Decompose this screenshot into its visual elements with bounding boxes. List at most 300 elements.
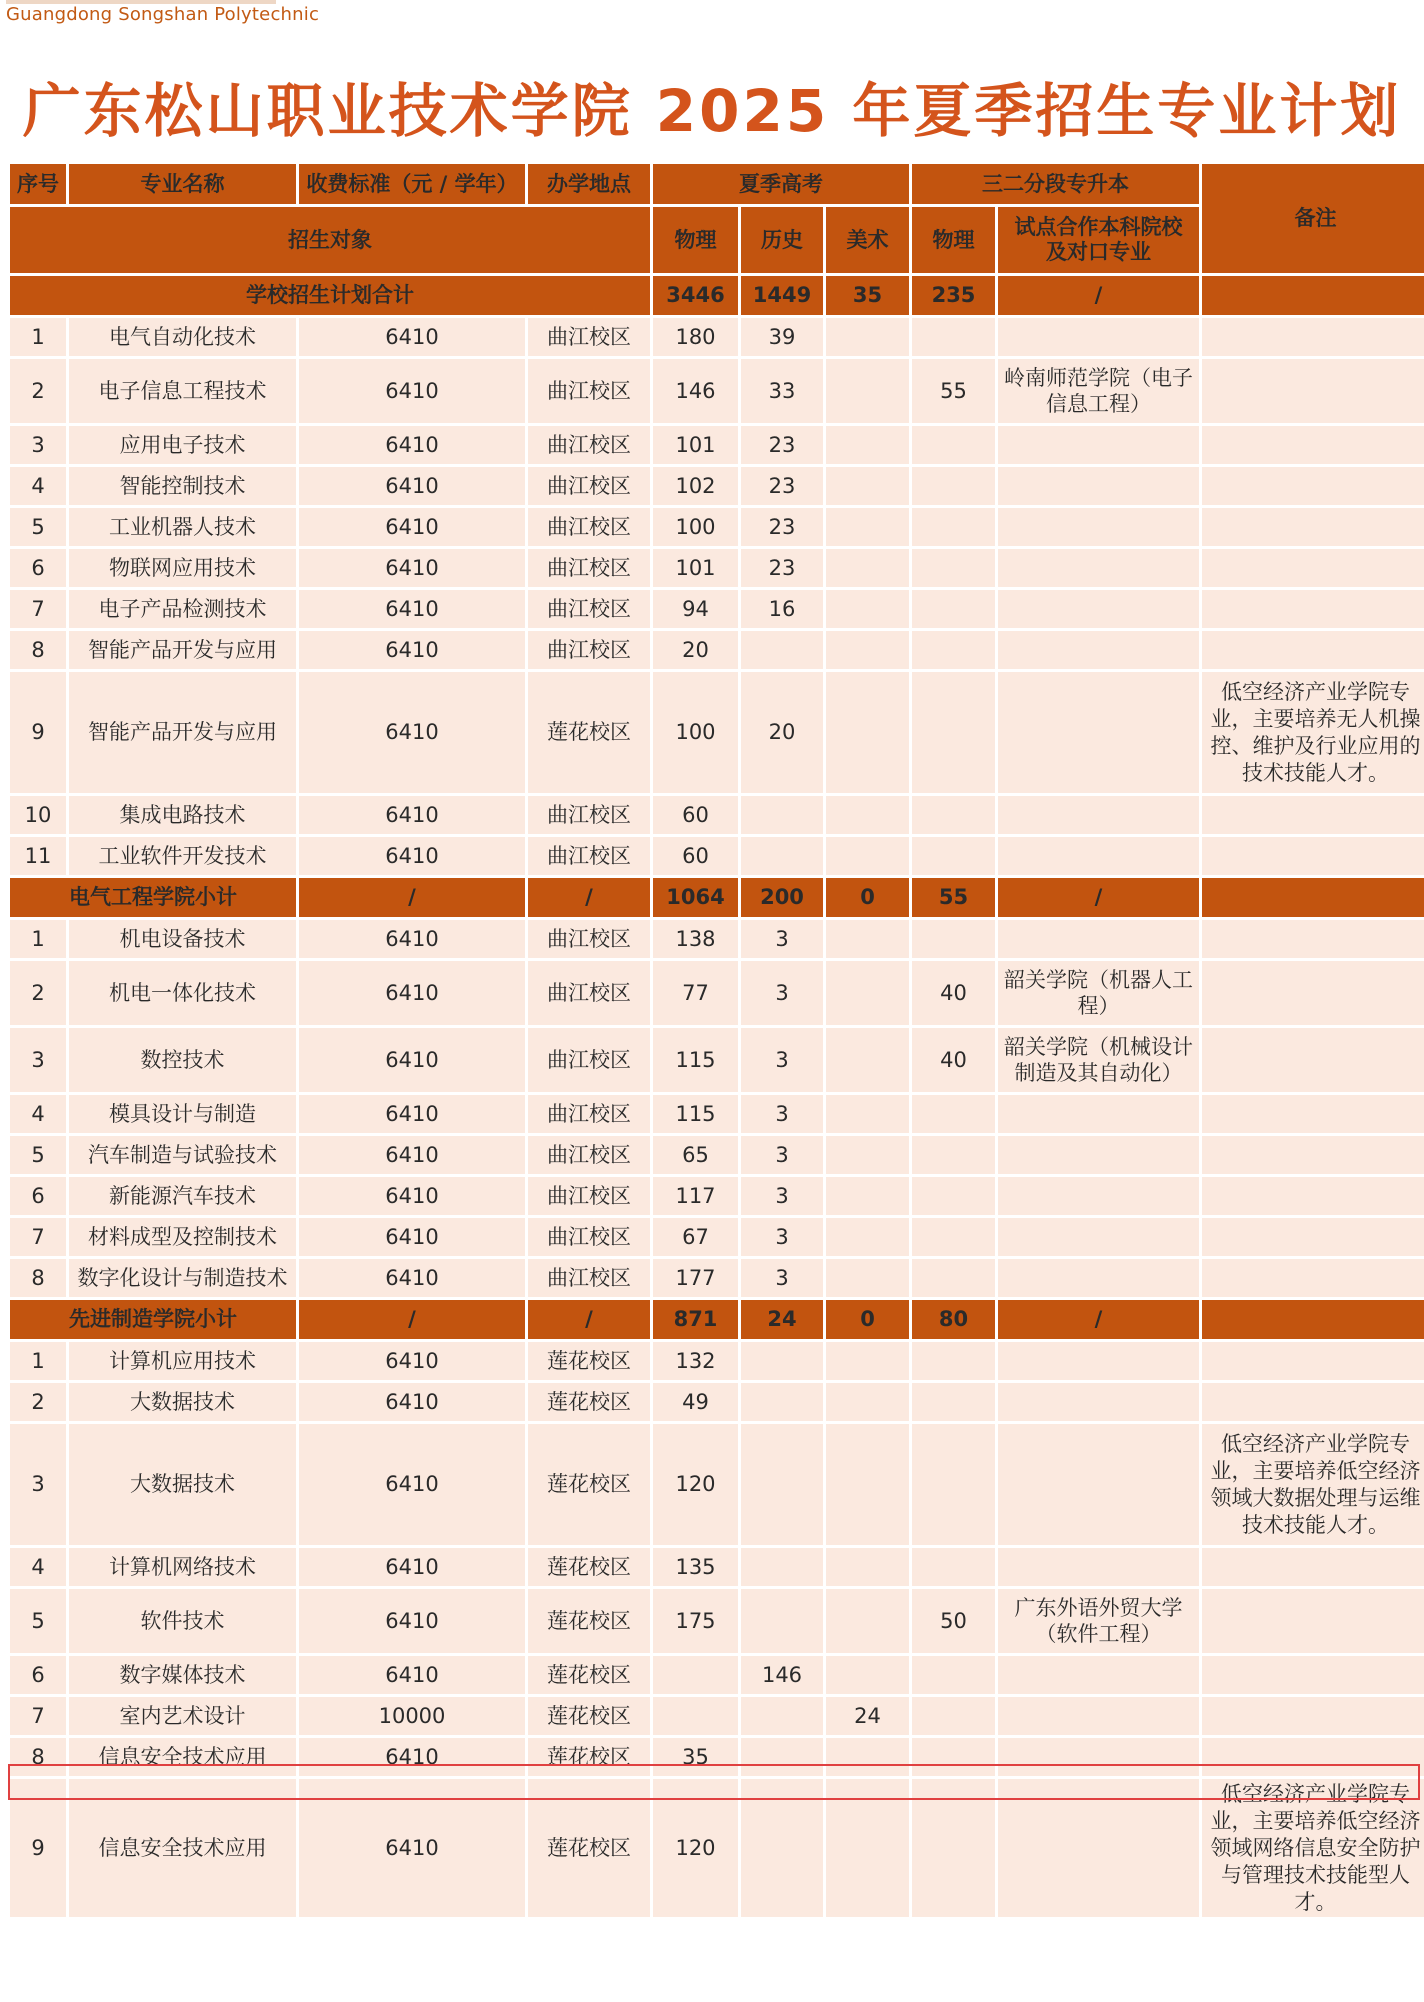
cell-major: 数控技术: [68, 1027, 298, 1094]
col-header-partner: 试点合作本科院校及对口专业: [997, 206, 1201, 275]
cell-campus: 莲花校区: [527, 1778, 652, 1919]
col-header-physics: 物理: [652, 206, 740, 275]
cell-history: 20: [740, 671, 825, 795]
cell-art: [825, 1588, 911, 1655]
cell-fee: 6410: [298, 1655, 527, 1696]
cell-campus: 莲花校区: [527, 1382, 652, 1423]
table-row: [9, 425, 1424, 466]
cell-fee: 6410: [298, 507, 527, 548]
cell-p32: [911, 1423, 997, 1547]
cell-p32: [911, 671, 997, 795]
table-row: [9, 919, 1424, 960]
cell-partner: [997, 919, 1201, 960]
cell-history: [740, 1382, 825, 1423]
subtotal-note: [1201, 1299, 1424, 1341]
cell-physics: 100: [652, 671, 740, 795]
cell-fee: 6410: [298, 425, 527, 466]
cell-major: 汽车制造与试验技术: [68, 1135, 298, 1176]
cell-physics: 175: [652, 1588, 740, 1655]
table-row: [9, 1423, 1424, 1547]
cell-campus: 曲江校区: [527, 1176, 652, 1217]
cell-note: [1201, 466, 1424, 507]
ee-rows: [9, 317, 1424, 877]
cell-campus: 曲江校区: [527, 507, 652, 548]
cell-physics: 180: [652, 317, 740, 358]
cell-physics: 60: [652, 795, 740, 836]
cell-note: [1201, 1258, 1424, 1299]
cell-physics: 49: [652, 1382, 740, 1423]
it-rows: [9, 1341, 1424, 1919]
cell-partner: [997, 1778, 1201, 1919]
cell-art: [825, 671, 911, 795]
table-row: [9, 1655, 1424, 1696]
cell-p32: [911, 1176, 997, 1217]
cell-fee: 6410: [298, 1382, 527, 1423]
cell-partner: [997, 1382, 1201, 1423]
cell-physics: 135: [652, 1547, 740, 1588]
table-row: [9, 1176, 1424, 1217]
cell-fee: 10000: [298, 1696, 527, 1737]
cell-partner: [997, 1737, 1201, 1778]
cell-seq: 7: [9, 589, 68, 630]
total-label: 学校招生计划合计: [9, 275, 652, 317]
cell-physics: 102: [652, 466, 740, 507]
cell-fee: 6410: [298, 1547, 527, 1588]
cell-history: 23: [740, 425, 825, 466]
cell-campus: 曲江校区: [527, 466, 652, 507]
cell-note: 低空经济产业学院专业，主要培养无人机操控、维护及行业应用的技术技能人才。: [1201, 671, 1424, 795]
cell-partner: [997, 1341, 1201, 1382]
cell-p32: [911, 1655, 997, 1696]
cell-major: 物联网应用技术: [68, 548, 298, 589]
cell-fee: 6410: [298, 795, 527, 836]
cell-seq: 2: [9, 1382, 68, 1423]
cell-p32: [911, 1217, 997, 1258]
table-row: [9, 836, 1424, 877]
cell-physics: 138: [652, 919, 740, 960]
cell-art: [825, 836, 911, 877]
cell-fee: 6410: [298, 466, 527, 507]
cell-history: 3: [740, 1217, 825, 1258]
cell-p32: 55: [911, 358, 997, 425]
cell-campus: 曲江校区: [527, 960, 652, 1027]
cell-major: 电子产品检测技术: [68, 589, 298, 630]
subtotal-campus: /: [527, 877, 652, 919]
cell-fee: 6410: [298, 671, 527, 795]
cell-partner: 岭南师范学院（电子信息工程）: [997, 358, 1201, 425]
cell-major: 智能产品开发与应用: [68, 630, 298, 671]
cell-major: 机电设备技术: [68, 919, 298, 960]
cell-fee: 6410: [298, 1737, 527, 1778]
header-row-1: [9, 163, 1424, 206]
cell-history: 16: [740, 589, 825, 630]
cell-note: [1201, 548, 1424, 589]
cell-major: 信息安全技术应用: [68, 1737, 298, 1778]
cell-major: 信息安全技术应用: [68, 1778, 298, 1919]
cell-major: 数字媒体技术: [68, 1655, 298, 1696]
cell-fee: 6410: [298, 960, 527, 1027]
cell-art: [825, 1217, 911, 1258]
cell-art: [825, 1094, 911, 1135]
cell-major: 大数据技术: [68, 1423, 298, 1547]
cell-physics: 94: [652, 589, 740, 630]
cell-art: [825, 589, 911, 630]
cell-partner: [997, 548, 1201, 589]
cell-art: [825, 1258, 911, 1299]
subtotal-history: 24: [740, 1299, 825, 1341]
cell-physics: 67: [652, 1217, 740, 1258]
cell-art: [825, 425, 911, 466]
cell-campus: 曲江校区: [527, 548, 652, 589]
cell-fee: 6410: [298, 317, 527, 358]
cell-p32: [911, 317, 997, 358]
subtotal-art: 0: [825, 1299, 911, 1341]
subtotal-row: [9, 1299, 1424, 1341]
cell-campus: 莲花校区: [527, 1655, 652, 1696]
total-note: [1201, 275, 1424, 317]
table-row: [9, 1737, 1424, 1778]
cell-seq: 8: [9, 1258, 68, 1299]
cell-art: [825, 1135, 911, 1176]
cell-campus: 莲花校区: [527, 1588, 652, 1655]
cell-art: [825, 1027, 911, 1094]
cell-partner: [997, 507, 1201, 548]
cell-seq: 2: [9, 960, 68, 1027]
cell-p32: 40: [911, 1027, 997, 1094]
cell-physics: 115: [652, 1094, 740, 1135]
cell-history: 3: [740, 960, 825, 1027]
cell-campus: 莲花校区: [527, 671, 652, 795]
cell-physics: 77: [652, 960, 740, 1027]
cell-physics: 65: [652, 1135, 740, 1176]
cell-fee: 6410: [298, 1094, 527, 1135]
cell-campus: 曲江校区: [527, 589, 652, 630]
cell-physics: 120: [652, 1778, 740, 1919]
cell-partner: [997, 795, 1201, 836]
cell-p32: 40: [911, 960, 997, 1027]
cell-note: [1201, 425, 1424, 466]
cell-p32: [911, 548, 997, 589]
table-row: [9, 1217, 1424, 1258]
subtotal-32-physics: 55: [911, 877, 997, 919]
cell-partner: [997, 630, 1201, 671]
col-header-seq: 序号: [9, 163, 68, 206]
cell-history: 3: [740, 1094, 825, 1135]
table-row: [9, 1258, 1424, 1299]
cell-note: [1201, 919, 1424, 960]
cell-partner: [997, 1135, 1201, 1176]
cell-art: [825, 1737, 911, 1778]
cell-partner: [997, 1258, 1201, 1299]
cell-campus: 莲花校区: [527, 1696, 652, 1737]
col-header-art: 美术: [825, 206, 911, 275]
cell-fee: 6410: [298, 836, 527, 877]
cell-fee: 6410: [298, 1778, 527, 1919]
cell-p32: [911, 1737, 997, 1778]
cell-art: [825, 1176, 911, 1217]
col-header-fee: 收费标准（元 / 学年）: [298, 163, 527, 206]
cell-seq: 8: [9, 630, 68, 671]
cell-p32: [911, 1094, 997, 1135]
subtotal-history: 200: [740, 877, 825, 919]
cell-seq: 7: [9, 1696, 68, 1737]
cell-partner: [997, 1094, 1201, 1135]
col-header-campus: 办学地点: [527, 163, 652, 206]
cell-physics: 101: [652, 425, 740, 466]
cell-history: 23: [740, 507, 825, 548]
cell-campus: 曲江校区: [527, 317, 652, 358]
cell-partner: [997, 1176, 1201, 1217]
cell-art: [825, 548, 911, 589]
table-row: [9, 1341, 1424, 1382]
enrollment-plan-table: [7, 161, 1424, 1920]
cell-p32: [911, 425, 997, 466]
cell-history: [740, 1737, 825, 1778]
cell-major: 室内艺术设计: [68, 1696, 298, 1737]
cell-partner: 韶关学院（机械设计制造及其自动化）: [997, 1027, 1201, 1094]
cell-partner: [997, 589, 1201, 630]
cell-partner: [997, 1423, 1201, 1547]
subtotal-label: 先进制造学院小计: [9, 1299, 298, 1341]
table-row: [9, 548, 1424, 589]
cell-art: [825, 1423, 911, 1547]
cell-major: 智能控制技术: [68, 466, 298, 507]
cell-history: 23: [740, 466, 825, 507]
cell-fee: 6410: [298, 1588, 527, 1655]
cell-fee: 6410: [298, 548, 527, 589]
cell-history: [740, 836, 825, 877]
cell-art: [825, 1382, 911, 1423]
cell-note: [1201, 1094, 1424, 1135]
cell-seq: 5: [9, 1588, 68, 1655]
cell-art: [825, 1778, 911, 1919]
cell-art: [825, 358, 911, 425]
cell-note: 低空经济产业学院专业，主要培养低空经济领域大数据处理与运维技术技能人才。: [1201, 1423, 1424, 1547]
subtotal-art: 0: [825, 877, 911, 919]
cell-art: [825, 960, 911, 1027]
cell-art: [825, 630, 911, 671]
cell-note: [1201, 1176, 1424, 1217]
cell-note: [1201, 507, 1424, 548]
cell-seq: 3: [9, 1423, 68, 1547]
subtotal-fee: /: [298, 1299, 527, 1341]
cell-seq: 6: [9, 1655, 68, 1696]
cell-p32: [911, 919, 997, 960]
cell-seq: 6: [9, 1176, 68, 1217]
cell-campus: 曲江校区: [527, 836, 652, 877]
cell-partner: [997, 1655, 1201, 1696]
cell-physics: 146: [652, 358, 740, 425]
cell-campus: 曲江校区: [527, 1135, 652, 1176]
am-rows: [9, 919, 1424, 1299]
table-row: [9, 1135, 1424, 1176]
cell-p32: [911, 1778, 997, 1919]
table-row: [9, 1696, 1424, 1737]
cell-art: [825, 919, 911, 960]
cell-seq: 4: [9, 1094, 68, 1135]
cell-history: 3: [740, 1135, 825, 1176]
cell-physics: 177: [652, 1258, 740, 1299]
page-title: 广东松山职业技术学院 2025 年夏季招生专业计划: [22, 77, 1402, 145]
cell-physics: 132: [652, 1341, 740, 1382]
table-row: [9, 630, 1424, 671]
cell-physics: 20: [652, 630, 740, 671]
cell-campus: 曲江校区: [527, 630, 652, 671]
cell-major: 计算机应用技术: [68, 1341, 298, 1382]
cell-art: [825, 317, 911, 358]
cell-p32: [911, 507, 997, 548]
cell-art: [825, 466, 911, 507]
cell-note: [1201, 358, 1424, 425]
cell-note: [1201, 1027, 1424, 1094]
cell-seq: 1: [9, 317, 68, 358]
cell-seq: 1: [9, 919, 68, 960]
cell-art: [825, 1341, 911, 1382]
cell-note: [1201, 1135, 1424, 1176]
cell-p32: [911, 1382, 997, 1423]
total-row: [9, 275, 1424, 317]
table-row: [9, 1547, 1424, 1588]
cell-major: 智能产品开发与应用: [68, 671, 298, 795]
cell-seq: 7: [9, 1217, 68, 1258]
cell-major: 电子信息工程技术: [68, 358, 298, 425]
cell-major: 材料成型及控制技术: [68, 1217, 298, 1258]
cell-history: 3: [740, 1258, 825, 1299]
cell-campus: 曲江校区: [527, 919, 652, 960]
cell-art: 24: [825, 1696, 911, 1737]
cell-major: 软件技术: [68, 1588, 298, 1655]
cell-major: 大数据技术: [68, 1382, 298, 1423]
cell-major: 数字化设计与制造技术: [68, 1258, 298, 1299]
cell-major: 应用电子技术: [68, 425, 298, 466]
cell-history: 146: [740, 1655, 825, 1696]
cell-note: [1201, 630, 1424, 671]
cell-campus: 曲江校区: [527, 358, 652, 425]
cell-physics: 120: [652, 1423, 740, 1547]
english-school-name: Guangdong Songshan Polytechnic: [6, 4, 320, 25]
cell-note: [1201, 960, 1424, 1027]
table-row: [9, 1588, 1424, 1655]
cell-campus: 莲花校区: [527, 1547, 652, 1588]
cell-p32: [911, 1341, 997, 1382]
cell-art: [825, 507, 911, 548]
cell-campus: 曲江校区: [527, 425, 652, 466]
cell-campus: 曲江校区: [527, 1027, 652, 1094]
cell-seq: 1: [9, 1341, 68, 1382]
cell-seq: 2: [9, 358, 68, 425]
cell-history: 3: [740, 1176, 825, 1217]
table-row: [9, 358, 1424, 425]
cell-fee: 6410: [298, 630, 527, 671]
table-row: [9, 1382, 1424, 1423]
cell-history: [740, 1341, 825, 1382]
cell-p32: [911, 1135, 997, 1176]
cell-p32: [911, 836, 997, 877]
total-art: 35: [825, 275, 911, 317]
cell-history: [740, 1778, 825, 1919]
cell-major: 机电一体化技术: [68, 960, 298, 1027]
col-header-summer-exam: 夏季高考: [652, 163, 911, 206]
cell-art: [825, 795, 911, 836]
cell-seq: 3: [9, 425, 68, 466]
cell-note: [1201, 1217, 1424, 1258]
cell-fee: 6410: [298, 1027, 527, 1094]
cell-physics: 117: [652, 1176, 740, 1217]
cell-seq: 9: [9, 671, 68, 795]
cell-seq: 3: [9, 1027, 68, 1094]
col-header-target: 招生对象: [9, 206, 652, 275]
table-row: [9, 1094, 1424, 1135]
cell-history: [740, 795, 825, 836]
cell-note: [1201, 1382, 1424, 1423]
table-row: [9, 1027, 1424, 1094]
cell-major: 工业机器人技术: [68, 507, 298, 548]
cell-physics: [652, 1696, 740, 1737]
cell-note: [1201, 1547, 1424, 1588]
cell-fee: 6410: [298, 358, 527, 425]
cell-partner: [997, 425, 1201, 466]
col-header-32-physics: 物理: [911, 206, 997, 275]
cell-seq: 6: [9, 548, 68, 589]
cell-fee: 6410: [298, 1341, 527, 1382]
total-32-physics: 235: [911, 275, 997, 317]
cell-major: 计算机网络技术: [68, 1547, 298, 1588]
table-row: [9, 671, 1424, 795]
cell-partner: [997, 671, 1201, 795]
table-row: [9, 960, 1424, 1027]
cell-note: [1201, 795, 1424, 836]
cell-art: [825, 1547, 911, 1588]
subtotal-partner: /: [997, 1299, 1201, 1341]
cell-physics: 101: [652, 548, 740, 589]
cell-major: 模具设计与制造: [68, 1094, 298, 1135]
cell-seq: 4: [9, 466, 68, 507]
cell-seq: 5: [9, 507, 68, 548]
cell-note: [1201, 1588, 1424, 1655]
subtotal-campus: /: [527, 1299, 652, 1341]
cell-physics: [652, 1655, 740, 1696]
cell-fee: 6410: [298, 1423, 527, 1547]
cell-note: [1201, 1655, 1424, 1696]
cell-seq: 4: [9, 1547, 68, 1588]
cell-history: [740, 1588, 825, 1655]
subtotal-physics: 871: [652, 1299, 740, 1341]
cell-history: 23: [740, 548, 825, 589]
cell-campus: 莲花校区: [527, 1341, 652, 1382]
cell-p32: [911, 466, 997, 507]
cell-p32: [911, 795, 997, 836]
cell-fee: 6410: [298, 1217, 527, 1258]
cell-partner: [997, 317, 1201, 358]
cell-p32: [911, 1547, 997, 1588]
table-row: [9, 317, 1424, 358]
col-header-32-upgrade: 三二分段专升本: [911, 163, 1201, 206]
subtotal-row: [9, 877, 1424, 919]
cell-history: 3: [740, 919, 825, 960]
cell-partner: [997, 836, 1201, 877]
cell-campus: 莲花校区: [527, 1423, 652, 1547]
cell-seq: 9: [9, 1778, 68, 1919]
cell-history: [740, 630, 825, 671]
cell-history: 39: [740, 317, 825, 358]
cell-physics: 60: [652, 836, 740, 877]
cell-campus: 曲江校区: [527, 1217, 652, 1258]
total-partner: /: [997, 275, 1201, 317]
total-history: 1449: [740, 275, 825, 317]
subtotal-label: 电气工程学院小计: [9, 877, 298, 919]
table-row: [9, 589, 1424, 630]
cell-fee: 6410: [298, 1176, 527, 1217]
